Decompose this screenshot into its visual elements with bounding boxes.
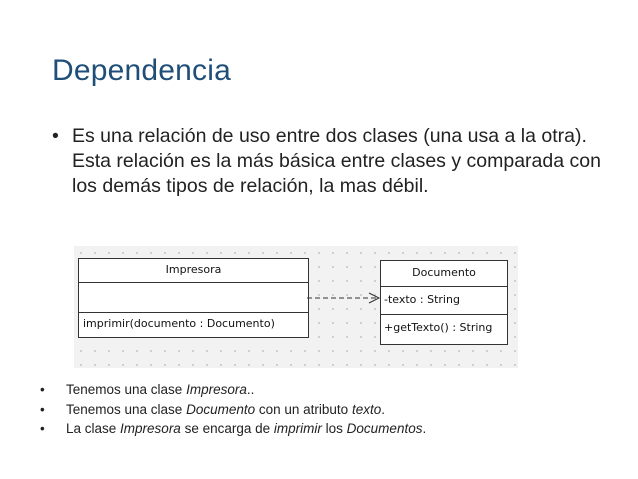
bullet-icon: • — [40, 421, 45, 436]
main-bullet-text: Es una relación de uso entre dos clases (una usa a la otra). Esta relación es la más básica entre clases y comparada con los demás tipos de relación, la mas débil. — [72, 125, 601, 197]
note-emphasis: texto — [351, 401, 382, 417]
note-emphasis: Documentos — [346, 421, 423, 436]
bullet-icon: • — [40, 382, 45, 397]
note-emphasis: imprimir — [273, 421, 322, 436]
class-name-impresora: Impresora — [79, 259, 308, 283]
note-item — [40, 400, 620, 420]
note-emphasis: Documento — [186, 401, 256, 417]
note-text: .. — [246, 382, 255, 397]
bullet-icon: • — [40, 401, 45, 417]
bullet-icon: • — [52, 125, 59, 147]
note-emphasis: Impresora — [120, 421, 181, 436]
class-attributes-impresora — [79, 283, 308, 313]
note-item — [40, 419, 620, 439]
note-text: con un atributo — [255, 401, 352, 417]
class-box-impresora — [78, 258, 309, 338]
note-text: La clase — [66, 421, 121, 436]
class-operation-gettexto: +getTexto() : String — [384, 321, 493, 334]
class-name-documento: Documento — [381, 261, 507, 287]
note-emphasis: Impresora — [186, 382, 247, 397]
note-text: . — [422, 421, 427, 436]
main-bullet — [52, 124, 608, 199]
note-text: . — [381, 401, 385, 417]
class-box-documento — [380, 260, 508, 345]
note-item — [40, 380, 620, 400]
note-text: Tenemos una clase — [66, 401, 187, 417]
uml-dependency-diagram — [74, 246, 518, 368]
note-text: se encarga de — [180, 421, 274, 436]
note-text: los — [321, 421, 347, 436]
note-list — [40, 380, 620, 439]
slide-title: Dependencia — [52, 54, 232, 87]
class-operation-imprimir: imprimir(documento : Documento) — [83, 317, 275, 330]
dependency-arrow — [307, 292, 381, 304]
note-text: Tenemos una clase — [66, 382, 187, 397]
class-attribute-texto: -texto : String — [381, 287, 507, 315]
